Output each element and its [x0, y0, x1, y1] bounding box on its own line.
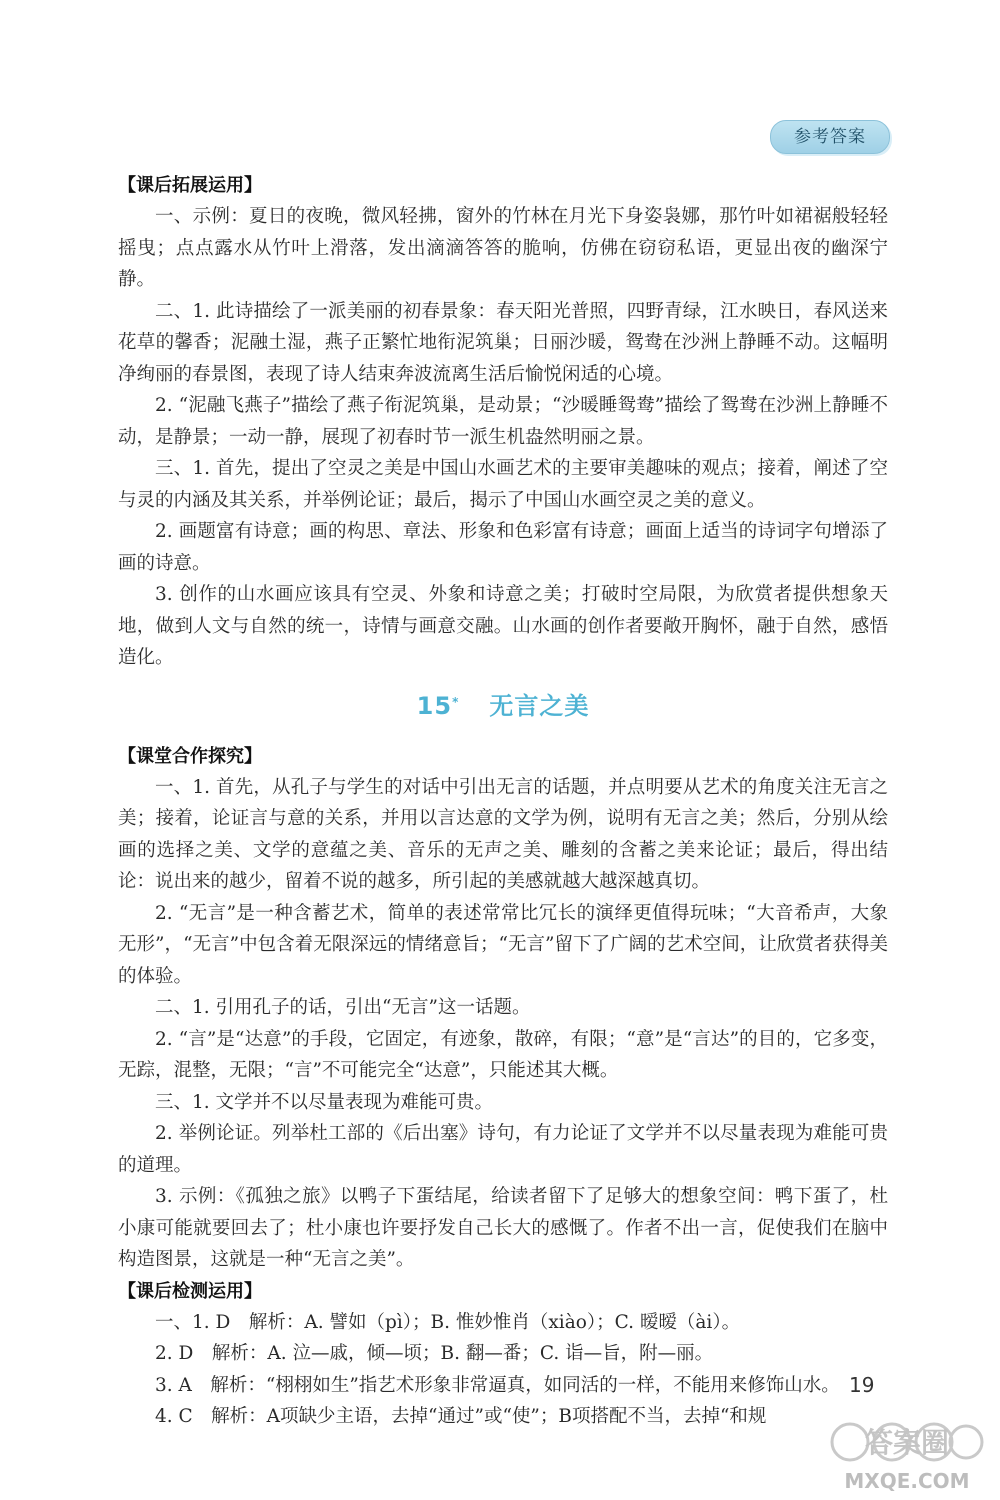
reference-answer-badge: 参考答案: [770, 120, 890, 154]
section-heading: 【课后检测运用】: [118, 1280, 262, 1302]
paragraph: 2. 举例论证。列举杜工部的《后出塞》诗句，有力论证了文学并不以尽量表现为难能可贵的道理。: [118, 1123, 888, 1176]
paragraph: 3. A 解析：“栩栩如生”指艺术形象非常逼真，如同活的一样，不能用来修饰山水。: [155, 1374, 840, 1396]
lesson-number: 15*: [416, 691, 460, 720]
section-heading: 【课后拓展运用】: [118, 175, 262, 196]
lesson-title: [118, 688, 888, 724]
section-after-class-test: [118, 1277, 888, 1433]
watermark-logo: [826, 1412, 988, 1494]
paragraph: 三、1. 首先，提出了空灵之美是中国山水画艺术的主要审美趣味的观点；接着，阐述了空与灵的内涵及其关系，并举例论证；最后，揭示了中国山水画空灵之美的意义。: [118, 458, 888, 511]
paragraph: 2. “无言”是一种含蓄艺术，简单的表述常常比冗长的演绎更值得玩味；“大音希声，大象无形”，“无言”中包含着无限深远的情绪意旨；“无言”留下了广阔的艺术空间，让欣赏者获得美的体验。: [118, 902, 888, 987]
paragraph: 一、示例：夏日的夜晚，微风轻拂，窗外的竹林在月光下身姿袅娜，那竹叶如裙裾般轻轻摇曳；点点露水从竹叶上滑落，发出滴滴答答的脆响，仿佛在窃窃私语，更显出夜的幽深宁静。: [118, 206, 888, 290]
section-heading: 【课堂合作探究】: [118, 745, 262, 767]
paragraph: 2. D 解析：A. 泣—戚，倾—顷；B. 翻—番；C. 诣—旨，附—丽。: [155, 1343, 714, 1364]
paragraph: 一、1. 首先，从孔子与学生的对话中引出无言的话题，并点明要从艺术的角度关注无言之美；接着，论证言与意的关系，并用以言达意的文学为例，说明有无言之美；然后，分别从绘画的选择之美、文学的意蕴之美、音乐的无声之美、雕刻的含蓄之美来论证；最后，得出结论：说出来的越少，留着不说的越多，所引起的美感就越大越深越真切。: [118, 776, 888, 892]
lesson-mark: *: [452, 694, 460, 709]
section-classroom-cooperation: [118, 742, 888, 1276]
paragraph: 二、1. 此诗描绘了一派美丽的初春景象：春天阳光普照，四野青绿，江水映日，春风送来花草的馨香；泥融土湿，燕子正繁忙地衔泥筑巢；日丽沙暖，鸳鸯在沙洲上静睡不动。这幅明净绚丽的春景图，表现了诗人结束奔波流离生活后愉悦闲适的心境。: [118, 300, 888, 385]
paragraph: 2. 画题富有诗意；画的构思、章法、形象和色彩富有诗意；画面上适当的诗词字句增添了画的诗意。: [118, 521, 888, 574]
paragraph: 2. “泥融飞燕子”描绘了燕子衔泥筑巢，是动景；“沙暖睡鸳鸯”描绘了鸳鸯在沙洲上静睡不动，是静景；一动一静，展现了初春时节一派生机盎然明丽之景。: [118, 395, 888, 448]
section-after-class-extension: [118, 171, 888, 674]
paragraph: 三、1. 文学并不以尽量表现为难能可贵。: [155, 1091, 494, 1113]
paragraph: 二、1. 引用孔子的话，引出“无言”这一话题。: [155, 997, 531, 1018]
lesson-title-text: 无言之美: [489, 691, 590, 720]
paragraph: 3. 创作的山水画应该具有空灵、外象和诗意之美；打破时空局限，为欣赏者提供想象天地，做到人文与自然的统一，诗情与画意交融。山水画的创作者要敞开胸怀，融于自然，感悟造化。: [118, 584, 888, 668]
page-content: [118, 170, 888, 1433]
paragraph: 3. 示例：《孤独之旅》以鸭子下蛋结尾，给读者留下了足够大的想象空间：鸭下蛋了，杜小康可能就要回去了；杜小康也许要抒发自己长大的感慨了。作者不出一言，促使我们在脑中构造图景，这就是一种“无言之美”。: [118, 1186, 888, 1270]
paragraph: 2. “言”是“达意”的手段，它固定，有迹象，散碎，有限；“意”是“言达”的目的，它多变，无踪，混整，无限；“言”不可能完全“达意”，只能述其大概。: [118, 1028, 888, 1081]
watermark-text: 答案圈: [864, 1426, 950, 1459]
watermark-url: MXQE.COM: [844, 1469, 970, 1493]
paragraph: 一、1. D 解析：A. 譬如（pì）；B. 惟妙惟肖（xiào）；C. 暧暧（ài）。: [155, 1311, 741, 1333]
page-number: 19: [849, 1373, 875, 1397]
paragraph: 4. C 解析：A项缺少主语，去掉“通过”或“使”；B项搭配不当，去掉“和规: [155, 1406, 767, 1427]
